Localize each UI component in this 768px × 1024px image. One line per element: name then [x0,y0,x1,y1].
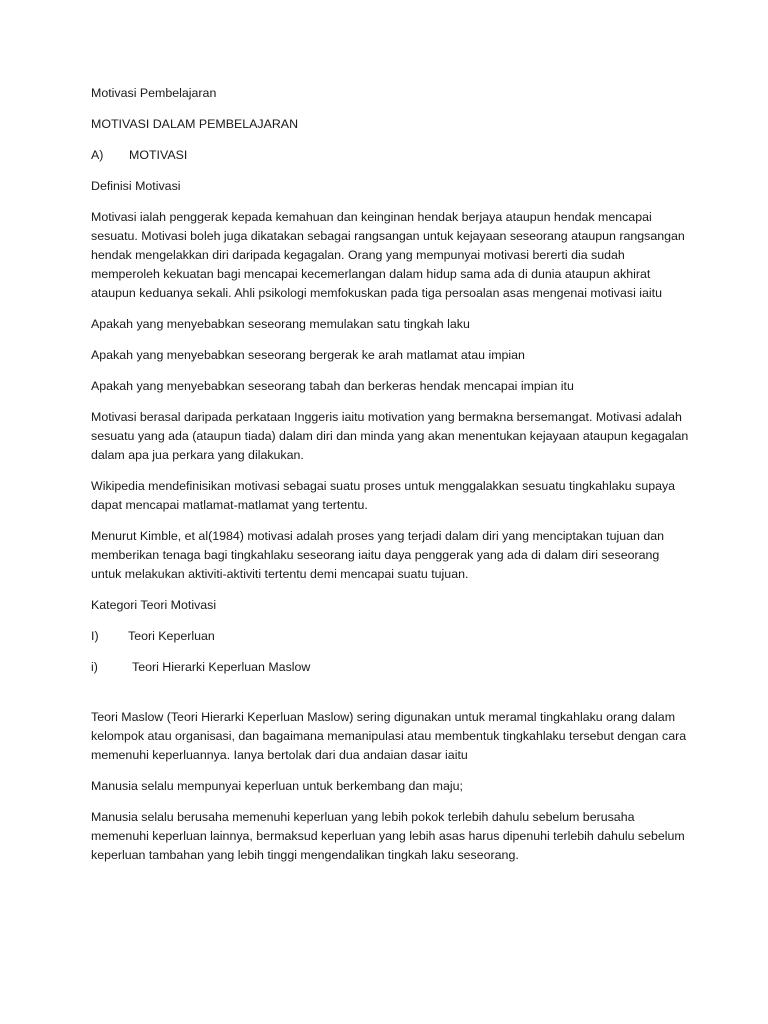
assumption-1: Manusia selalu mempunyai keperluan untuk berkembang dan maju; [91,779,463,793]
section-a-heading [91,146,691,165]
subheading-definisi: Definisi Motivasi [91,179,181,193]
section-I-mark: I) [91,629,99,643]
question-3: Apakah yang menyebabkan seseorang tabah dan berkeras hendak mencapai impian itu [91,379,574,393]
section-i-label: Teori Hierarki Keperluan Maslow [132,660,311,674]
paragraph-5: Teori Maslow (Teori Hierarki Keperluan Maslow) sering digunakan untuk meramal tingkahlaku orang dalam kelompok atau organisasi, dan bagaimana memanipulasi atau membentuk tingkahlaku tersebut dengan cara memenuhi keperluannya. Ianya bertolak dari dua andaian dasar iaitu [91,710,687,762]
question-2: Apakah yang menyebabkan seseorang bergerak ke arah matlamat atau impian [91,348,525,362]
assumption-2: Manusia selalu berusaha memenuhi keperluan yang lebih pokok terlebih dahulu sebelum berusaha memenuhi keperluan lainnya, bermaksud keperluan yang lebih asas harus dipenuhi terlebih dahulu sebelum keperluan tambahan yang lebih tinggi mengendalikan tingkah laku seseorang. [91,810,685,862]
section-a-label: MOTIVASI [129,148,188,162]
section-i-mark: i) [91,660,98,674]
subheading-kategori: Kategori Teori Motivasi [91,598,217,612]
section-a-mark: A) [91,148,104,162]
paragraph-1: Motivasi ialah penggerak kepada kemahuan dan keinginan hendak berjaya ataupun hendak mencapai sesuatu. Motivasi boleh juga dikatakan sebagai rangsangan untuk kejayaan seseorang ataupun rangsangan hendak mengelakkan diri daripada kegagalan. Orang yang mempunyai motivasi bererti dia sudah memperoleh kekuatan bagi mencapai kecemerlangan dalam hidup sama ada di dunia ataupun akhirat ataupun keduanya sekali. Ahli psikologi memfokuskan pada tiga persoalan asas mengenai motivasi iaitu [91,210,685,300]
document-title: Motivasi Pembelajaran [91,86,217,100]
section-i-heading [91,658,691,677]
section-I-heading [91,627,691,646]
paragraph-4: Menurut Kimble, et al(1984) motivasi adalah proses yang terjadi dalam diri yang menciptakan tujuan dan memberikan tenaga bagi tingkahlaku seseorang iaitu daya penggerak yang ada di dalam diri seseorang untuk melakukan aktiviti-aktiviti tertentu demi mencapai suatu tujuan. [91,529,665,581]
paragraph-2: Motivasi berasal daripada perkataan Inggeris iaitu motivation yang bermakna bersemangat. Motivasi adalah sesuatu yang ada (ataupun tiada) dalam diri dan minda yang akan menentukan kejayaan ataupun kegagalan dalam apa jua perkara yang dilakukan. [91,410,689,462]
question-1: Apakah yang menyebabkan seseorang memulakan satu tingkah laku [91,317,470,331]
blank-line [91,689,691,708]
section-I-label: Teori Keperluan [128,629,215,643]
paragraph-3: Wikipedia mendefinisikan motivasi sebagai suatu proses untuk menggalakkan sesuatu tingkahlaku supaya dapat mencapai matlamat-matlamat yang tertentu. [91,479,676,512]
document-heading: MOTIVASI DALAM PEMBELAJARAN [91,117,299,131]
document-content [91,84,691,877]
